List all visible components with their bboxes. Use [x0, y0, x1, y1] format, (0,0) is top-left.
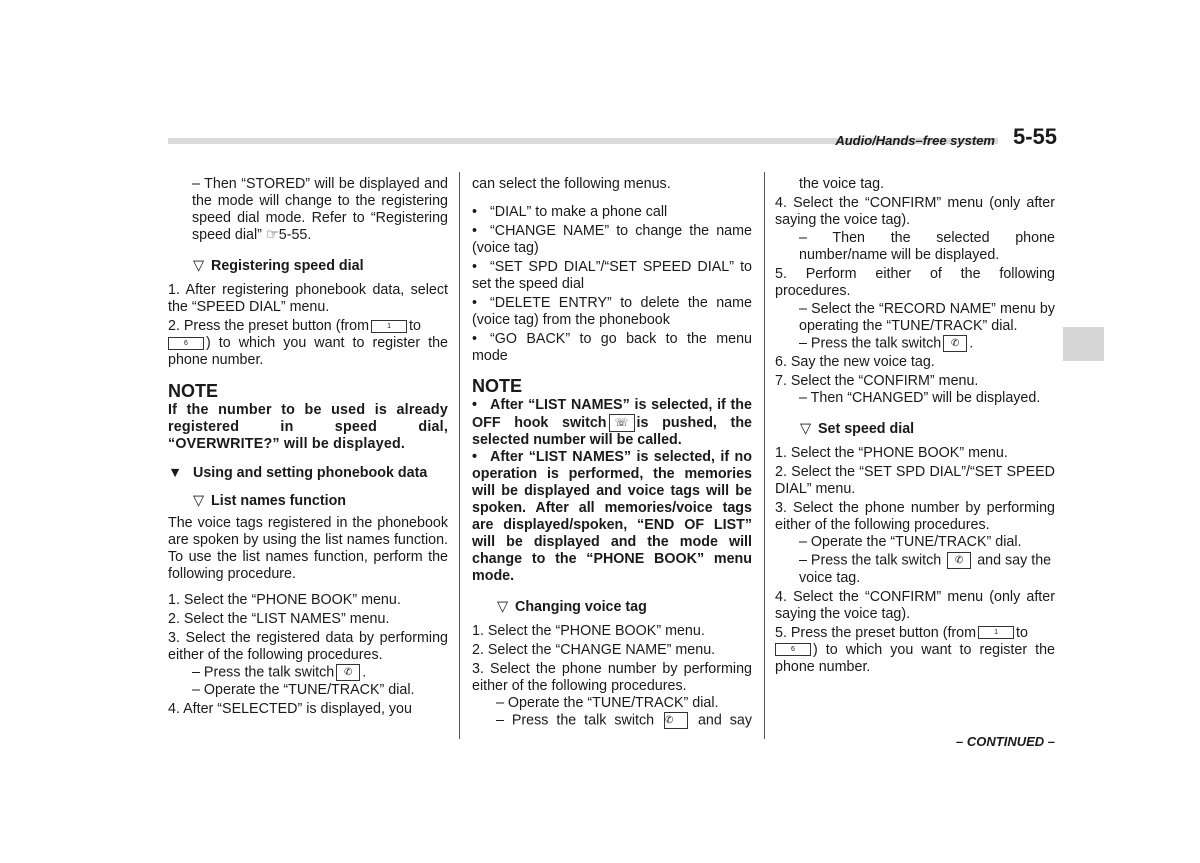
step: 1. Select the “PHONE BOOK” menu. — [775, 445, 1008, 462]
note-title: NOTE — [168, 381, 219, 401]
bullet-item: • “SET SPD DIAL”/“SET SPEED DIAL” to set the speed dial — [472, 259, 752, 292]
chapter-tab — [1063, 327, 1104, 361]
preset-button-1-icon: 1 — [371, 320, 407, 333]
step: 7. Select the “CONFIRM” menu. — [775, 373, 979, 390]
bullet-item: • “DELETE ENTRY” to delete the name (voice tag) from the phonebook — [472, 295, 752, 328]
subheading-change: ▽ Changing voice tag — [497, 599, 647, 615]
substep: – Then the selected phone number/name will be displayed. — [799, 230, 1055, 263]
step: 6. Say the new voice tag. — [775, 354, 935, 371]
subheading-list: ▽ List names function — [193, 493, 347, 509]
step: 3. Select the registered data by performing either of the following procedures. — [168, 630, 448, 663]
step: 4. Select the “CONFIRM” menu (only after saying the voice tag). — [775, 195, 1055, 228]
substep: – Operate the “TUNE/TRACK” dial. — [192, 682, 415, 699]
talk-switch-icon: ✆ — [947, 552, 971, 569]
note-item: • After “LIST NAMES” is selected, if the OFF hook switch ☏ is pushed, the selected number will be called. — [472, 397, 753, 448]
step: 1. Select the “PHONE BOOK” menu. — [472, 623, 705, 639]
note-text: If the number to be used is already registered in speed dial, “OVERWRITE?” will be displayed. — [168, 402, 448, 452]
paragraph: – Then “STORED” will be displayed and the mode will change to the registering speed dial mode. Refer to “Registering speed dial” ☞5-55. — [192, 176, 448, 243]
talk-switch-icon: ✆ — [664, 712, 688, 729]
off-hook-switch-icon: ☏ — [609, 414, 635, 432]
substep: – Operate the “TUNE/TRACK” dial. — [799, 534, 1022, 551]
paragraph: the voice tag. — [799, 176, 885, 192]
substep: – Press the talk switch ✆ and say the voice tag. — [799, 552, 1052, 586]
step: 5. Press the preset button (from 1 to 6 ) to which you want to register the phone number. — [775, 624, 1055, 675]
column-1 — [168, 176, 448, 718]
bullet-item: • “CHANGE NAME” to change the name (voice tag) — [472, 223, 752, 256]
substep: – Select the “RECORD NAME” menu by operating the “TUNE/TRACK” dial. — [799, 301, 1055, 334]
triangle-down-icon: ▽ — [497, 599, 508, 615]
section-title: Audio/Hands–free system — [835, 133, 995, 148]
step: 1. Select the “PHONE BOOK” menu. — [168, 592, 401, 608]
preset-button-6-icon: 6 — [775, 643, 811, 656]
reference-icon: ☞ — [265, 227, 279, 243]
triangle-down-icon: ▽ — [193, 493, 204, 509]
preset-button-1-icon: 1 — [978, 626, 1014, 639]
subheading-registering: ▽ Registering speed dial — [193, 258, 364, 274]
substep: – Press the talk switch ✆ . — [192, 664, 367, 681]
step: 1. After registering phonebook data, select the “SPEED DIAL” menu. — [168, 282, 448, 315]
triangle-down-icon: ▽ — [193, 258, 204, 274]
triangle-down-icon: ▽ — [800, 421, 811, 438]
talk-switch-icon: ✆ — [943, 335, 967, 352]
step: 2. Select the “SET SPD DIAL”/“SET SPEED DIAL” menu. — [775, 464, 1055, 498]
step: 4. After “SELECTED” is displayed, you — [168, 701, 412, 718]
substep: – Then “CHANGED” will be displayed. — [799, 390, 1041, 407]
step: 5. Perform either of the following procedures. — [775, 266, 1055, 299]
column-divider — [764, 172, 765, 739]
column-divider — [459, 172, 460, 739]
step: 4. Select the “CONFIRM” menu (only after saying the voice tag). — [775, 588, 1055, 622]
preset-button-6-icon: 6 — [168, 337, 204, 350]
column-3 — [775, 176, 1055, 676]
step: 2. Select the “CHANGE NAME” menu. — [472, 642, 716, 658]
bullet-item: • “DIAL” to make a phone call — [472, 204, 668, 220]
bullet-item: • “GO BACK” to go back to the menu mode — [472, 331, 752, 364]
talk-switch-icon: ✆ — [336, 664, 360, 681]
note-title: NOTE — [472, 376, 523, 396]
substep: – Press the talk switch ✆ and say — [496, 712, 752, 729]
column-2 — [472, 176, 752, 729]
step: 2. Press the preset button (from 1 to 6 ) to which you want to register the phone number. — [168, 318, 448, 368]
substep: – Operate the “TUNE/TRACK” dial. — [496, 695, 719, 711]
step: 3. Select the phone number by performing either of the following procedures. — [472, 661, 752, 694]
continued-label: – CONTINUED – — [956, 734, 1055, 749]
triangle-solid-icon: ▼ — [168, 465, 183, 481]
step: 2. Select the “LIST NAMES” menu. — [168, 611, 390, 627]
paragraph: The voice tags registered in the phonebook are spoken by using the list names function. To use the list names function, perform the following procedure. — [168, 515, 448, 582]
subheading-set: ▽ Set speed dial — [800, 421, 915, 438]
substep: – Press the talk switch ✆ . — [799, 335, 974, 352]
step: 3. Select the phone number by performing either of the following procedures. — [775, 500, 1055, 534]
page-number: 5-55 — [1013, 124, 1058, 149]
heading-using: ▼ Using and setting phonebook data — [168, 465, 428, 481]
paragraph: can select the following menus. — [472, 176, 671, 192]
note-item: • After “LIST NAMES” is selected, if no operation is performed, the memories will be displayed and voice tags will be spoken. After all memories/voice tags are displayed/spoken, “END OF LIST” will be displayed and the mode will change to the “PHONE BOOK” menu mode. — [472, 449, 752, 584]
